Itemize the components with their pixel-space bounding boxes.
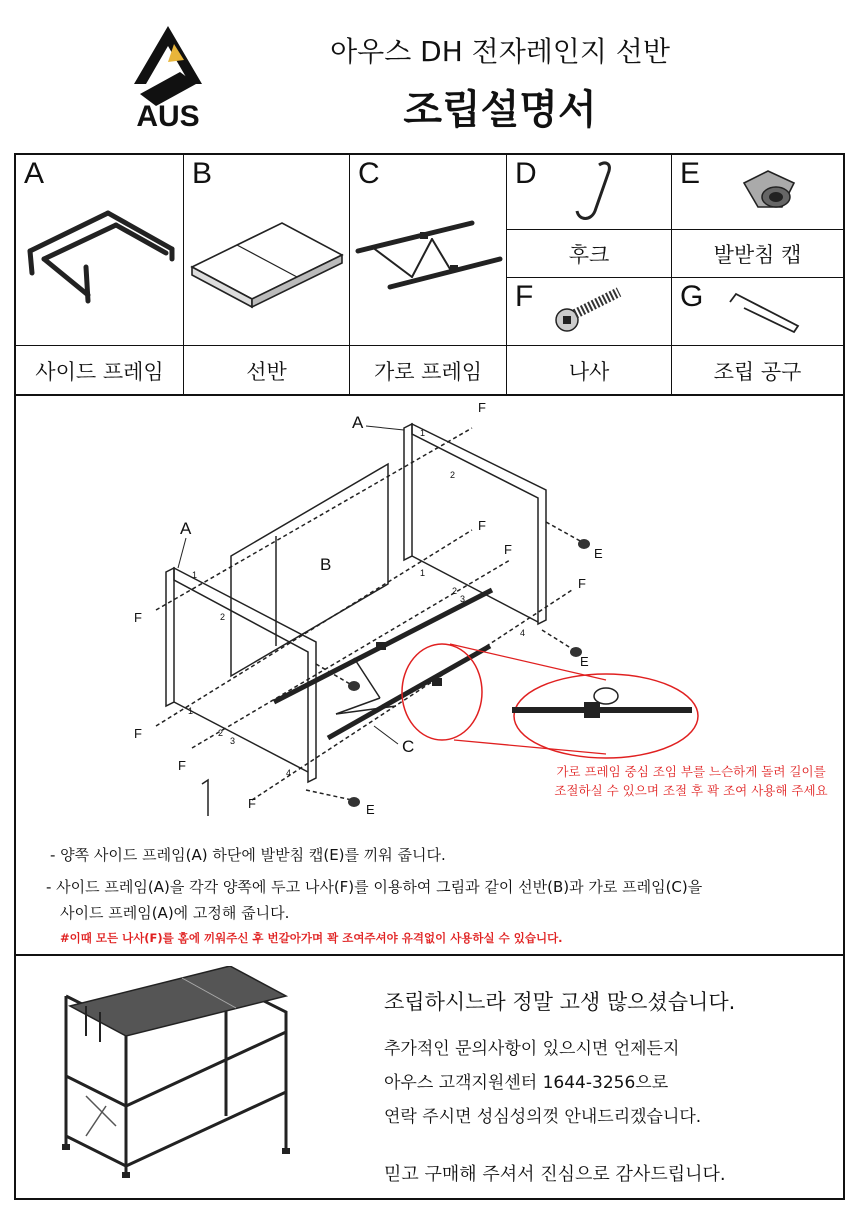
part-a-cell <box>16 155 184 346</box>
step-number: 3 <box>230 736 236 746</box>
label-f: F <box>134 610 142 625</box>
label-f: F <box>478 400 486 415</box>
step-number: 1 <box>420 568 426 578</box>
step-number: 1 <box>420 428 426 438</box>
part-b-cell <box>184 155 350 346</box>
part-letter: B <box>192 157 213 190</box>
step-number: 2 <box>218 728 224 738</box>
part-letter: C <box>358 157 380 190</box>
part-a-name: 사이드 프레임 <box>16 346 184 396</box>
label-f: F <box>248 796 256 811</box>
step-number: 2 <box>452 586 458 596</box>
part-b-name: 선반 <box>184 346 350 396</box>
closing-headline: 조립하시느라 정말 고생 많으셨습니다. <box>384 990 736 1014</box>
step-number: 1 <box>192 570 198 580</box>
step-number: 4 <box>520 628 526 638</box>
closing-line: 아우스 고객지원센터 1644-3256으로 <box>384 1073 669 1093</box>
aus-logo <box>110 22 226 132</box>
part-e-name: 발받침 캡 <box>672 230 843 278</box>
adjust-note <box>546 762 836 800</box>
part-f-cell <box>507 278 672 346</box>
closing-section <box>14 954 845 1200</box>
part-g-name: 조립 공구 <box>672 346 843 396</box>
closing-line: 믿고 구매해 주셔서 진심으로 감사드립니다. <box>384 1164 726 1185</box>
label-f: F <box>578 576 586 591</box>
part-letter: A <box>24 157 45 190</box>
product-title: 아우스 DH 전자레인지 선반 <box>330 35 670 68</box>
label-e: E <box>366 802 375 816</box>
assembly-section <box>14 394 845 956</box>
label-f: F <box>178 758 186 773</box>
assembly-diagram <box>16 396 843 816</box>
label-e: E <box>580 654 589 669</box>
warning-note: #이때 모든 나사(F)를 홈에 끼워주신 후 번갈아가며 꽉 조여주셔야 유격없이 사용하실 수 있습니다. <box>60 931 563 945</box>
label-f: F <box>134 726 142 741</box>
label-e: E <box>594 546 603 561</box>
assembled-shelf-illustration <box>46 966 326 1196</box>
step-number: 2 <box>450 470 456 480</box>
label-a-back: A <box>352 413 364 432</box>
parts-table <box>14 153 845 396</box>
label-b: B <box>320 555 332 574</box>
callout-zoom-ellipse <box>514 674 698 758</box>
step-number: 3 <box>460 594 466 604</box>
step-number: 1 <box>188 706 194 716</box>
foot-cap-e <box>348 797 360 807</box>
part-g-cell <box>672 278 843 346</box>
foot-cap-e <box>348 681 360 691</box>
part-letter: E <box>680 157 701 190</box>
step-number: 4 <box>286 768 292 778</box>
part-c-name: 가로 프레임 <box>350 346 507 396</box>
part-d-cell <box>507 155 672 230</box>
label-a-front: A <box>180 519 192 538</box>
note-line: 가로 프레임 중심 조임 부를 느슨하게 돌려 길이를 <box>556 764 826 779</box>
closing-line: 연락 주시면 성심성의껏 안내드리겠습니다. <box>384 1107 702 1127</box>
page-title: 조립설명서 <box>403 87 597 133</box>
part-d-name: 후크 <box>507 230 672 278</box>
note-line: 조절하실 수 있으며 조절 후 꽉 조여 사용해 주세요 <box>554 783 828 798</box>
closing-line: 추가적인 문의사항이 있으시면 언제든지 <box>384 1039 680 1059</box>
part-letter: G <box>680 280 704 313</box>
part-f-name: 나사 <box>507 346 672 396</box>
part-letter: F <box>515 280 534 313</box>
instruction-line: 사이드 프레임(A)에 고정해 줍니다. <box>60 904 290 922</box>
step-number: 2 <box>220 612 226 622</box>
part-letter: D <box>515 157 537 190</box>
part-e-cell <box>672 155 843 230</box>
label-f: F <box>478 518 486 533</box>
logo-text: AUS <box>136 100 200 132</box>
label-f: F <box>504 542 512 557</box>
foot-cap-e <box>578 539 590 549</box>
instruction-line: - 양쪽 사이드 프레임(A) 하단에 발받침 캡(E)를 끼워 줍니다. <box>50 846 446 864</box>
part-c-cell <box>350 155 507 346</box>
instruction-line: - 사이드 프레임(A)을 각각 양쪽에 두고 나사(F)를 이용하여 그림과 같이 선반(B)과 가로 프레임(C)을 <box>46 878 703 896</box>
label-c: C <box>402 737 415 756</box>
